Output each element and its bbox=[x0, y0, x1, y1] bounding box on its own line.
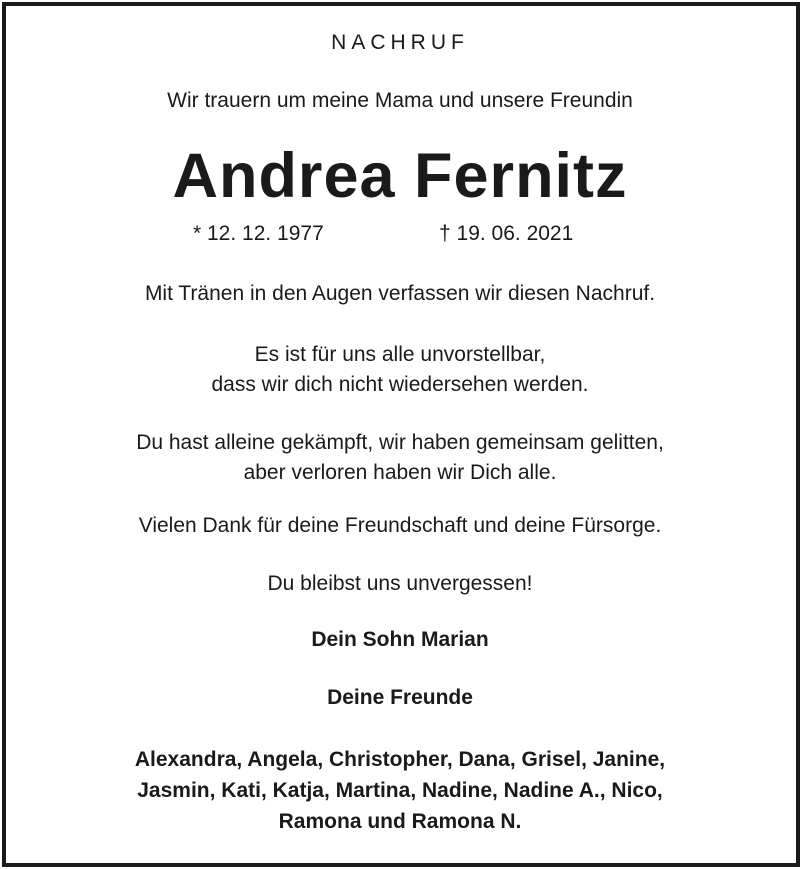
friends-line: Jasmin, Kati, Katja, Martina, Nadine, Nadine A., Nico, bbox=[137, 779, 663, 802]
signature-son: Dein Sohn Marian bbox=[311, 628, 489, 651]
friends-line: Alexandra, Angela, Christopher, Dana, Grisel, Janine, bbox=[134, 748, 666, 771]
signature-friends-label: Deine Freunde bbox=[327, 686, 473, 709]
intro-text: Wir trauern um meine Mama und unsere Freundin bbox=[167, 89, 633, 112]
notice-heading: NACHRUF bbox=[331, 31, 469, 54]
birth-date: * 12. 12. 1977 bbox=[193, 222, 324, 245]
deceased-name: Andrea Fernitz bbox=[172, 141, 628, 211]
friends-line: Ramona und Ramona N. bbox=[278, 810, 522, 833]
paragraph-3-line: aber verloren haben wir Dich alle. bbox=[243, 461, 557, 484]
paragraph-3 bbox=[0, 428, 800, 488]
paragraph-3-line: Du hast alleine gekämpft, wir haben gemeinsam gelitten, bbox=[136, 431, 664, 454]
friends-list bbox=[0, 744, 800, 837]
paragraph-2-line: Es ist für uns alle unvorstellbar, bbox=[254, 343, 546, 366]
death-date: † 19. 06. 2021 bbox=[439, 222, 574, 245]
paragraph-1: Mit Tränen in den Augen verfassen wir diesen Nachruf. bbox=[144, 282, 656, 305]
paragraph-2-line: dass wir dich nicht wiedersehen werden. bbox=[211, 373, 589, 396]
paragraph-4: Vielen Dank für deine Freundschaft und deine Fürsorge. bbox=[138, 514, 662, 537]
paragraph-5: Du bleibst uns unvergessen! bbox=[267, 572, 533, 595]
paragraph-2 bbox=[0, 340, 800, 400]
